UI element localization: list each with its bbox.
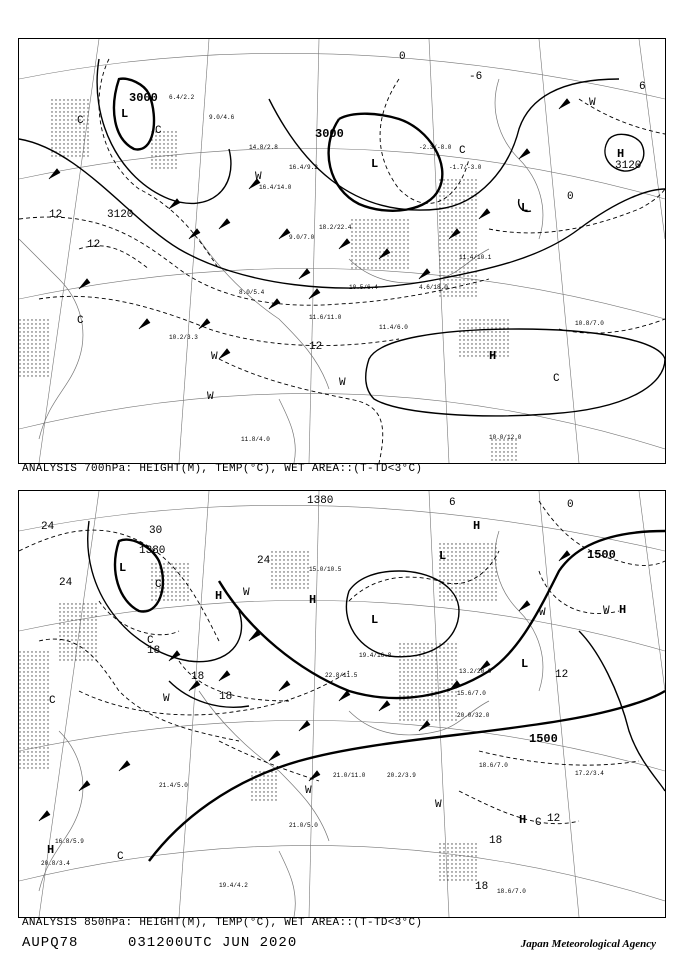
obs-18: 11.8/4.0: [241, 436, 270, 443]
warm-center-5: W: [539, 607, 546, 619]
map-panel-850hpa: [18, 490, 666, 918]
height-label-3000-west: 3000: [129, 91, 158, 105]
valid-time: 031200UTC JUN 2020: [128, 935, 298, 951]
temp-label-18-e: 18: [475, 881, 489, 893]
temp-label-18-a: 18: [147, 645, 161, 657]
low-center-mid: L: [371, 613, 379, 627]
low-center-west: L: [121, 107, 129, 121]
temp-label-24-c: 24: [257, 555, 271, 567]
temp-label-24-b: 24: [59, 577, 73, 589]
height-label-3000-center: 3000: [315, 127, 344, 141]
cold-center-5: C: [553, 373, 560, 385]
chart-code: AUPQ78: [22, 935, 79, 951]
warm-center-4: W: [603, 605, 610, 617]
low-center-east: L: [521, 201, 529, 215]
temp-label-12-b: 12: [87, 239, 101, 251]
temp-label-minus6: -6: [469, 71, 483, 83]
obs-19: 10.2/3.3: [169, 334, 198, 341]
temp-label-12-a: 12: [49, 209, 63, 221]
obs-5: 20.2/3.9: [387, 772, 416, 779]
obs-6: 18.2/22.4: [319, 224, 352, 231]
obs-5: 16.4/14.0: [259, 184, 292, 191]
cold-center-4: C: [459, 145, 466, 157]
obs-3: 20.0/32.0: [457, 712, 490, 719]
temp-label-18-d: 18: [489, 835, 503, 847]
obs-14: 16.8/5.9: [55, 838, 84, 845]
height-label-3120-west: 3120: [107, 209, 134, 221]
obs-1: 22.8/11.5: [325, 672, 358, 679]
obs-13: 8.0/5.4: [239, 289, 265, 296]
wet-areas: [19, 541, 499, 881]
temp-label-12-c: 12: [309, 341, 323, 353]
obs-16: 4.6/18.0: [419, 284, 448, 291]
temp-label-12: 12: [555, 669, 569, 681]
height-label-3120-east: 3120: [615, 160, 642, 172]
warm-center-6: W: [243, 587, 250, 599]
warm-center-2: W: [339, 377, 346, 389]
warm-center-1: W: [163, 693, 170, 705]
low-center-east: L: [521, 657, 529, 671]
temp-label-18-b: 18: [191, 671, 205, 683]
height-label-1380-west: 1380: [139, 545, 166, 557]
high-center-6: H: [47, 843, 55, 857]
obs-8: 18.6/7.0: [497, 888, 526, 895]
temp-label-6: 6: [639, 81, 646, 93]
cold-center-1: C: [155, 579, 162, 591]
obs-11: 10.8/7.0: [575, 320, 604, 327]
high-center-5: H: [519, 813, 527, 827]
temp-label-0-b: 0: [399, 51, 406, 63]
temp-label-0-a: 0: [567, 191, 574, 203]
height-label-1500-east: 1500: [587, 548, 616, 562]
high-center-east: H: [617, 147, 625, 161]
high-center-south: H: [489, 349, 497, 363]
obs-1: 6.4/2.2: [169, 94, 195, 101]
height-label-1500-south: 1500: [529, 732, 558, 746]
temp-label-30: 30: [149, 525, 163, 537]
height-label-1380-north: 1380: [307, 495, 334, 507]
obs-9: 13.2/20.0: [459, 668, 492, 675]
temp-label-0: 0: [567, 499, 574, 511]
caption-700hpa: ANALYSIS 700hPa: HEIGHT(M), TEMP(°C), WET AREA::(T-TD<3°C): [22, 463, 423, 475]
cold-center-4: C: [117, 851, 124, 863]
obs-16: 19.4/16.8: [359, 652, 392, 659]
map-700hpa-svg: [19, 39, 665, 463]
warm-center-5: W: [255, 171, 262, 183]
obs-8: -1.7/-3.0: [449, 164, 482, 171]
obs-11: 21.4/5.0: [159, 782, 188, 789]
obs-2: 15.0/10.5: [309, 566, 342, 573]
obs-9: 9.0/7.0: [289, 234, 315, 241]
temp-label-12-b: 12: [547, 813, 561, 825]
obs-4: 16.4/9.2: [289, 164, 318, 171]
temp-label-18-c: 18: [219, 691, 233, 703]
map-panel-700hpa: [18, 38, 666, 464]
wet-areas: [19, 69, 519, 463]
cold-center-2: C: [155, 125, 162, 137]
warm-center-2: W: [305, 785, 312, 797]
low-center-mid: L: [371, 157, 379, 171]
map-850hpa-svg: [19, 491, 665, 917]
low-center-west: L: [119, 561, 127, 575]
warm-center-4: W: [211, 351, 218, 363]
obs-7: 17.2/3.4: [575, 770, 604, 777]
cold-center-3: C: [49, 695, 56, 707]
caption-850hpa: ANALYSIS 850hPa: HEIGHT(M), TEMP(°C), WET AREA::(T-TD<3°C): [22, 917, 423, 929]
obs-13: 20.8/3.4: [41, 860, 70, 867]
warm-center-3: W: [435, 799, 442, 811]
high-center-2: H: [309, 593, 317, 607]
high-center-1: H: [215, 589, 223, 603]
cold-center-2: C: [147, 635, 154, 647]
obs-6: 18.6/7.0: [479, 762, 508, 769]
obs-12: 19.4/4.2: [219, 882, 248, 889]
warm-center-1: W: [207, 391, 214, 403]
low-center-north: L: [439, 549, 447, 563]
obs-12: 11.6/11.0: [309, 314, 342, 321]
obs-7: -2.3/-8.0: [419, 144, 452, 151]
cold-center-3: C: [77, 315, 84, 327]
obs-10: 11.4/6.0: [379, 324, 408, 331]
warm-center-3: W: [589, 97, 596, 109]
obs-15: 11.4/10.1: [459, 254, 492, 261]
cold-center-5: C: [535, 817, 542, 829]
obs-3: 14.8/2.8: [249, 144, 278, 151]
high-center-4: H: [619, 603, 627, 617]
obs-2: 9.0/4.6: [209, 114, 235, 121]
obs-4: 21.0/11.0: [333, 772, 366, 779]
obs-17: 10.0/12.0: [489, 434, 522, 441]
obs-14: 10.5/6.4: [349, 284, 378, 291]
temp-label-6: 6: [449, 497, 456, 509]
temp-label-24-a: 24: [41, 521, 55, 533]
high-center-3: H: [473, 519, 481, 533]
obs-10: 15.6/7.0: [457, 690, 486, 697]
agency-name: Japan Meteorological Agency: [520, 938, 656, 950]
obs-15: 21.0/5.0: [289, 822, 318, 829]
height-contours: [19, 59, 665, 416]
cold-center-1: C: [77, 115, 84, 127]
